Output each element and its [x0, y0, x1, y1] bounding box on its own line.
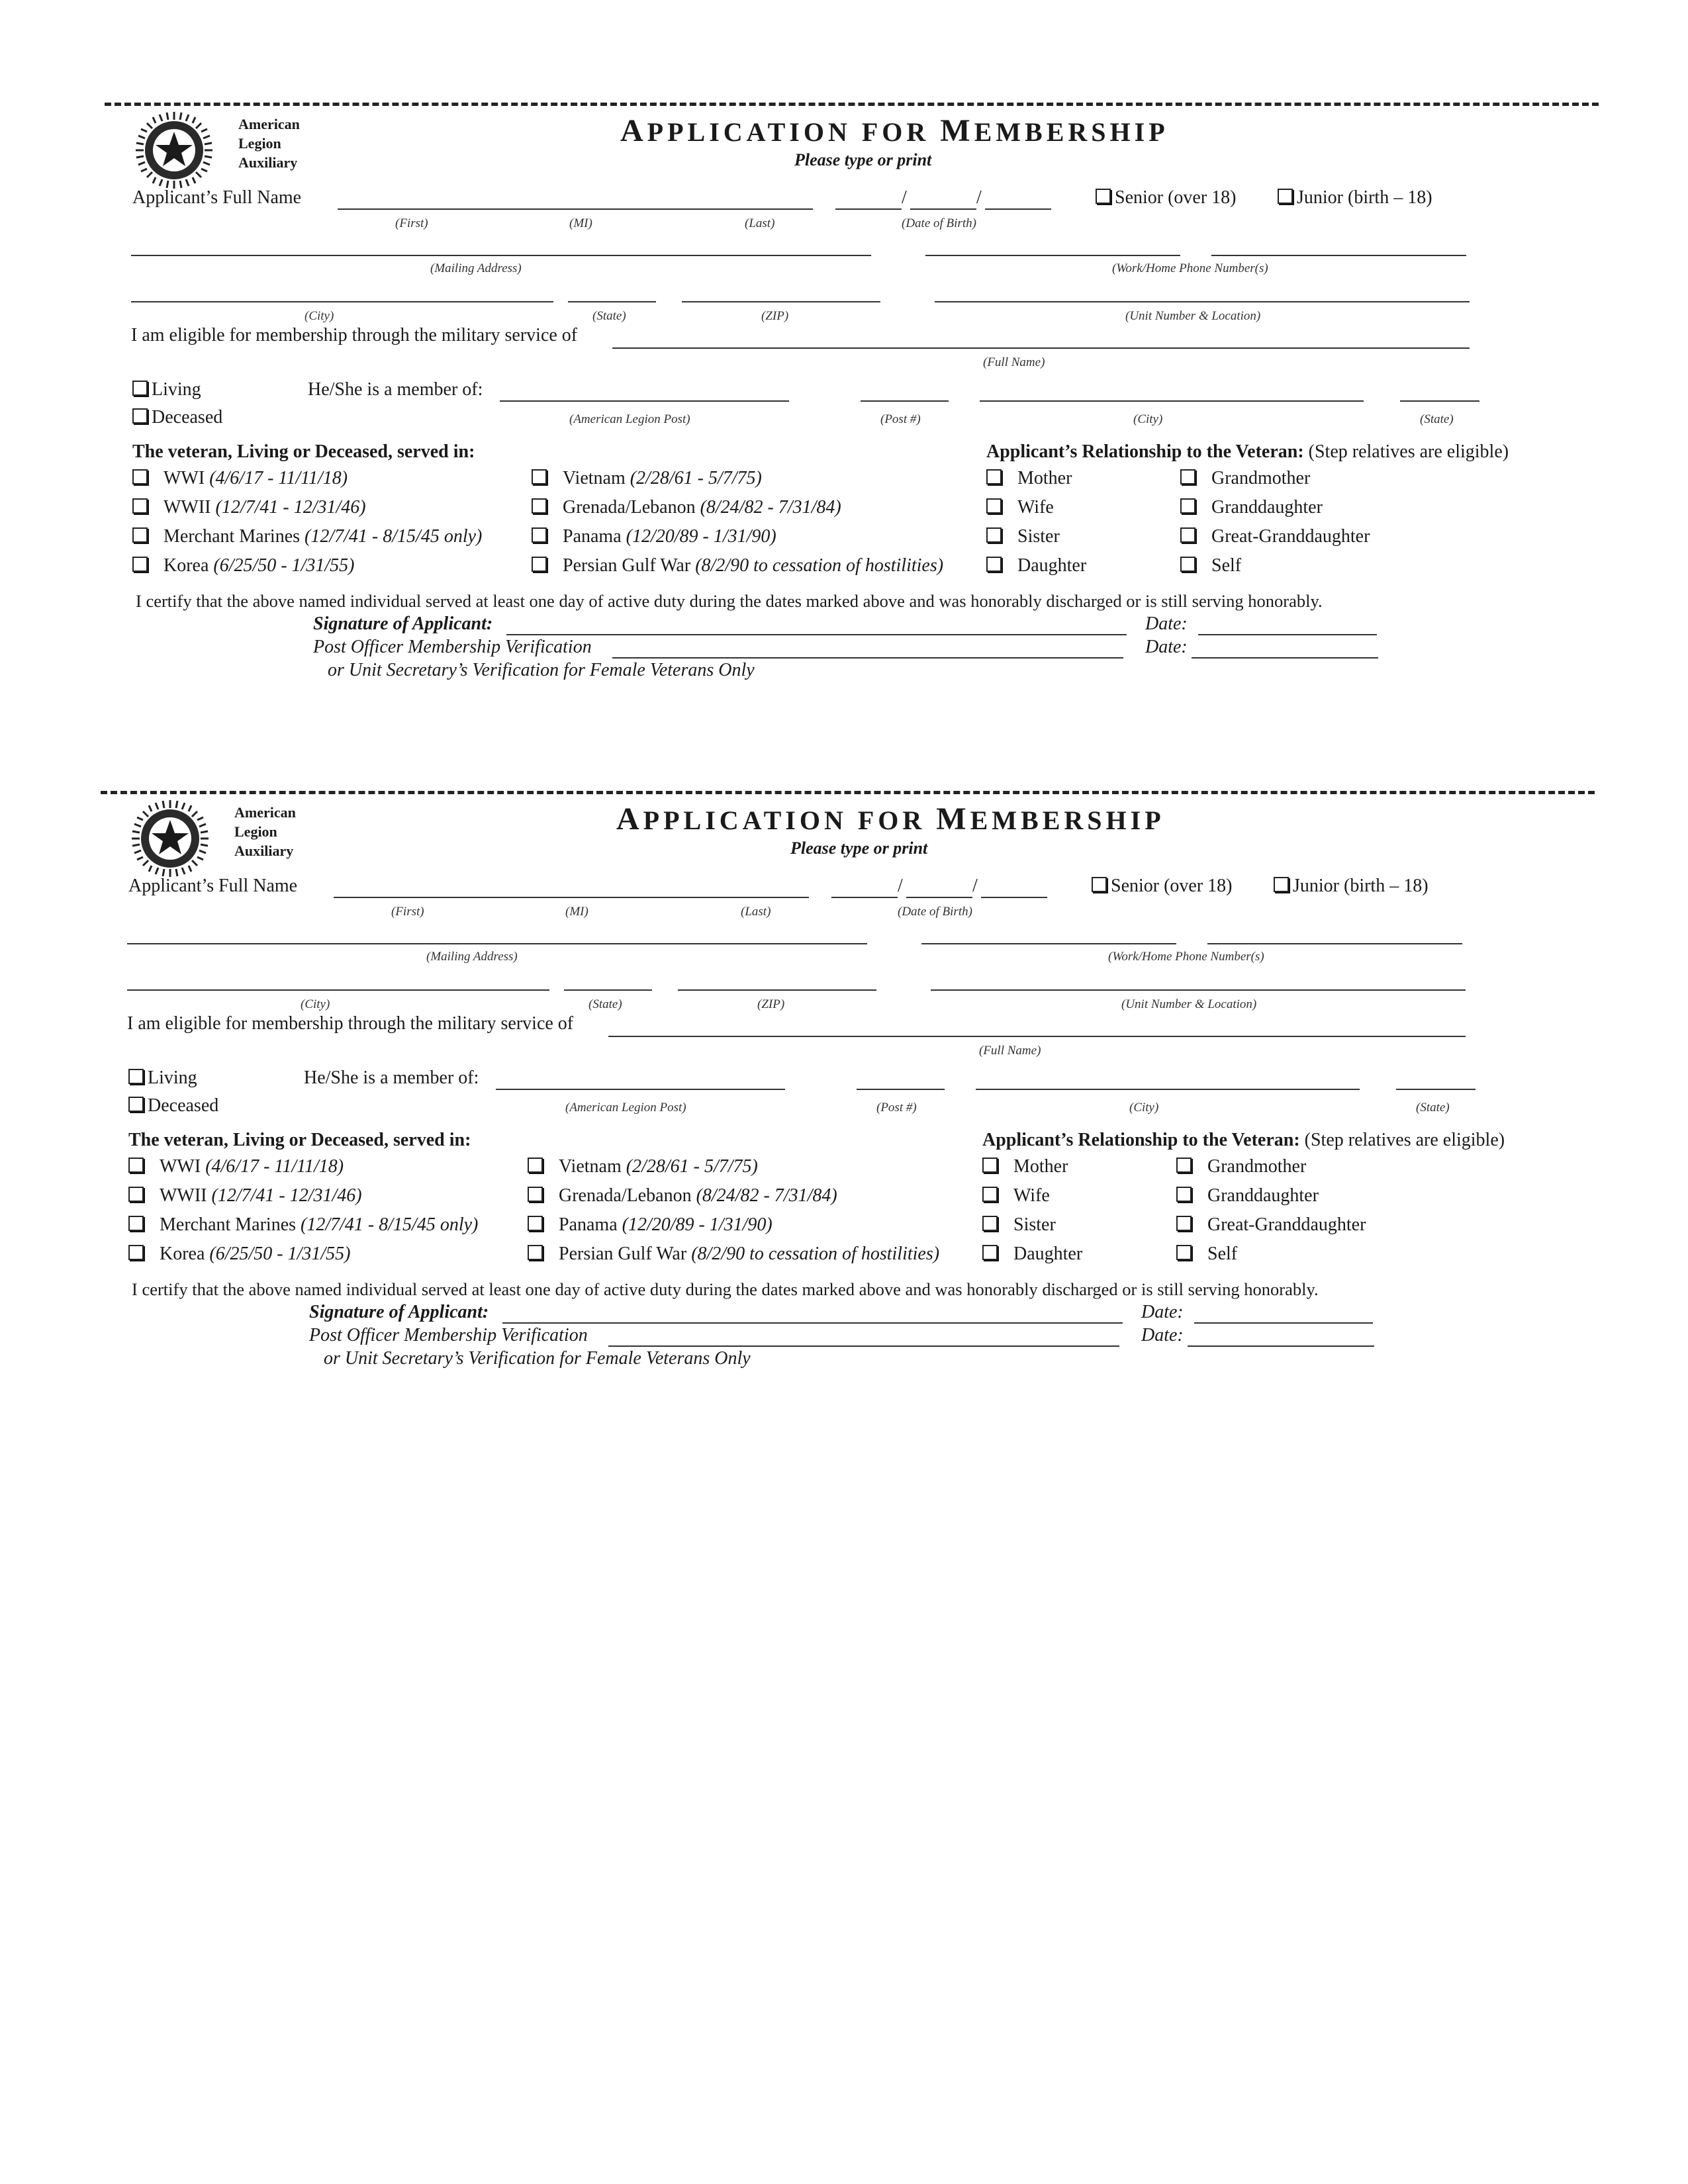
dob-caption: (Date of Birth): [902, 216, 976, 230]
relationship-label: Self: [1211, 555, 1242, 576]
checkbox-label: Junior (birth – 18): [1297, 187, 1432, 208]
veteran-full-name-input[interactable]: [608, 1036, 1466, 1037]
relationship-checkbox[interactable]: [986, 497, 1054, 518]
checkbox-icon[interactable]: [532, 469, 547, 484]
signature-date-input[interactable]: [1194, 1322, 1373, 1324]
city-caption: (City): [305, 309, 334, 323]
cut-line: [101, 791, 1595, 794]
checkbox-icon[interactable]: [986, 498, 1002, 514]
relationship-label: Mother: [1013, 1156, 1068, 1177]
checkbox-icon[interactable]: [128, 1216, 144, 1231]
relationship-checkbox[interactable]: [982, 1214, 1056, 1236]
unit-caption: (Unit Number & Location): [1121, 997, 1257, 1011]
senior-checkbox[interactable]: [1096, 187, 1237, 208]
checkbox-icon[interactable]: [1176, 1158, 1192, 1173]
checkbox-icon[interactable]: [132, 498, 148, 514]
service-name: Korea: [160, 1244, 205, 1264]
service-checkbox[interactable]: [128, 1156, 344, 1177]
state-caption: (State): [592, 309, 626, 323]
legion-post-input[interactable]: [496, 1089, 785, 1090]
service-dates: (12/7/41 - 12/31/46): [215, 497, 366, 518]
org-name-line: American: [234, 804, 296, 821]
service-checkbox[interactable]: [528, 1156, 758, 1177]
service-checkbox[interactable]: [532, 497, 841, 518]
relationship-label: Wife: [1017, 497, 1054, 518]
service-dates: (12/7/41 - 8/15/45 only): [301, 1214, 479, 1235]
service-dates: (6/25/50 - 1/31/55): [213, 555, 355, 576]
checkbox-icon[interactable]: [982, 1158, 998, 1173]
first-name-caption: (First): [391, 905, 424, 919]
relationship-checkbox[interactable]: [1176, 1185, 1319, 1206]
checkbox-icon[interactable]: [128, 1245, 144, 1260]
service-name: Persian Gulf War: [563, 555, 691, 576]
relationship-note: (Step relatives are eligible): [1308, 441, 1509, 462]
unit-secretary-label: or Unit Secretary’s Verification for Female Veterans Only: [324, 1348, 751, 1369]
service-checkbox[interactable]: [132, 526, 482, 547]
relationship-heading-text: Applicant’s Relationship to the Veteran:: [986, 441, 1304, 462]
checkbox-icon[interactable]: [982, 1245, 998, 1260]
legion-post-caption: (American Legion Post): [565, 1101, 686, 1115]
relationship-checkbox[interactable]: [982, 1156, 1068, 1177]
service-name: Panama: [563, 526, 622, 547]
relationship-label: Granddaughter: [1211, 497, 1323, 518]
dob-day-input[interactable]: [910, 208, 976, 210]
post-state-input[interactable]: [1400, 400, 1479, 402]
checkbox-icon[interactable]: [1176, 1245, 1192, 1260]
date-label: Date:: [1141, 1325, 1184, 1345]
home-phone-input[interactable]: [1211, 255, 1466, 256]
title-initial: A: [616, 801, 643, 837]
relationship-label: Grandmother: [1207, 1156, 1307, 1177]
checkbox-label: Senior (over 18): [1115, 187, 1237, 208]
checkbox-icon[interactable]: [528, 1216, 543, 1231]
dob-month-input[interactable]: [835, 208, 902, 210]
mi-caption: (MI): [565, 905, 588, 919]
first-name-caption: (First): [395, 216, 428, 230]
date-label: Date:: [1141, 1302, 1184, 1322]
dob-separator: /: [902, 187, 907, 208]
service-dates: (6/25/50 - 1/31/55): [209, 1244, 351, 1264]
relationship-note: (Step relatives are eligible): [1304, 1130, 1505, 1150]
service-dates: (12/7/41 - 8/15/45 only): [305, 526, 483, 547]
post-city-input[interactable]: [976, 1089, 1360, 1090]
checkbox-icon[interactable]: [132, 408, 148, 424]
relationship-heading: [982, 1130, 1505, 1151]
service-name: Grenada/Lebanon: [559, 1185, 692, 1206]
dob-month-input[interactable]: [831, 897, 898, 898]
checkbox-icon[interactable]: [1176, 1187, 1192, 1202]
checkbox-icon[interactable]: [528, 1245, 543, 1260]
mailing-address-caption: (Mailing Address): [426, 950, 518, 964]
checkbox-label: Junior (birth – 18): [1293, 876, 1429, 896]
service-name: WWII: [164, 497, 211, 518]
checkbox-icon[interactable]: [982, 1187, 998, 1202]
checkbox-icon[interactable]: [1092, 877, 1107, 892]
relationship-checkbox[interactable]: [1176, 1244, 1237, 1265]
full-name-caption: (Full Name): [979, 1044, 1041, 1058]
org-name-line: Legion: [234, 823, 277, 840]
checkbox-icon[interactable]: [128, 1158, 144, 1173]
post-officer-input[interactable]: [608, 1345, 1119, 1347]
post-city-input[interactable]: [980, 400, 1364, 402]
service-checkbox[interactable]: [532, 555, 943, 576]
living-checkbox[interactable]: [132, 379, 201, 400]
post-officer-date-input[interactable]: [1188, 1345, 1374, 1347]
post-number-caption: (Post #): [880, 412, 921, 426]
relationship-label: Great-Granddaughter: [1207, 1214, 1366, 1235]
state-input[interactable]: [568, 301, 656, 302]
org-name: [238, 114, 300, 172]
checkbox-label: Deceased: [152, 407, 223, 428]
member-of-label: He/She is a member of:: [308, 379, 483, 400]
service-checkbox[interactable]: [128, 1214, 478, 1236]
state-caption: (State): [588, 997, 622, 1011]
checkbox-icon[interactable]: [132, 381, 148, 396]
relationship-checkbox[interactable]: [1176, 1214, 1366, 1236]
checkbox-icon[interactable]: [1096, 189, 1111, 204]
relationship-checkbox[interactable]: [1180, 555, 1241, 576]
full-name-label: Applicant’s Full Name: [128, 876, 298, 896]
relationship-label: Grandmother: [1211, 468, 1311, 488]
junior-checkbox[interactable]: [1274, 876, 1429, 897]
checkbox-icon[interactable]: [1278, 189, 1293, 204]
org-name-line: Auxiliary: [238, 154, 298, 171]
service-dates: (12/20/89 - 1/31/90): [626, 526, 776, 547]
service-dates: (8/2/90 to cessation of hostilities): [691, 1244, 940, 1264]
post-number-input[interactable]: [861, 400, 949, 402]
service-checkbox[interactable]: [128, 1185, 362, 1206]
city-caption: (City): [301, 997, 330, 1011]
form-subtitle: Please type or print: [790, 839, 928, 858]
service-name: WWI: [164, 468, 205, 488]
relationship-checkbox[interactable]: [982, 1244, 1082, 1265]
dob-year-input[interactable]: [985, 208, 1051, 210]
dob-caption: (Date of Birth): [898, 905, 972, 919]
checkbox-icon[interactable]: [1180, 557, 1196, 572]
dob-year-input[interactable]: [981, 897, 1047, 898]
relationship-checkbox[interactable]: [1180, 468, 1310, 489]
post-officer-date-input[interactable]: [1192, 657, 1378, 659]
relationship-label: Mother: [1017, 468, 1072, 488]
service-dates: (12/20/89 - 1/31/90): [622, 1214, 773, 1235]
relationship-label: Great-Granddaughter: [1211, 526, 1370, 547]
post-officer-label: Post Officer Membership Verification: [313, 637, 592, 657]
served-heading: The veteran, Living or Deceased, served in:: [128, 1130, 471, 1150]
relationship-checkbox[interactable]: [986, 555, 1086, 576]
checkbox-icon[interactable]: [132, 469, 148, 484]
american-legion-auxiliary-emblem-icon: [134, 111, 214, 190]
relationship-label: Wife: [1013, 1185, 1050, 1206]
checkbox-icon[interactable]: [132, 557, 148, 572]
signature-input[interactable]: [506, 634, 1127, 635]
service-name: Vietnam: [559, 1156, 622, 1177]
checkbox-icon[interactable]: [532, 527, 547, 543]
service-checkbox[interactable]: [528, 1214, 773, 1236]
org-name-line: Auxiliary: [234, 842, 294, 859]
org-name-line: American: [238, 116, 300, 132]
checkbox-icon[interactable]: [1180, 527, 1196, 543]
date-label: Date:: [1145, 637, 1188, 657]
full-name-input[interactable]: [338, 208, 813, 210]
legion-post-input[interactable]: [500, 400, 789, 402]
service-dates: (4/6/17 - 11/11/18): [205, 1156, 344, 1177]
service-checkbox[interactable]: [128, 1244, 351, 1265]
checkbox-icon[interactable]: [128, 1187, 144, 1202]
unit-secretary-label: or Unit Secretary’s Verification for Female Veterans Only: [328, 660, 755, 680]
service-checkbox[interactable]: [528, 1244, 939, 1265]
signature-label: Signature of Applicant:: [309, 1302, 489, 1322]
form-title: [620, 113, 1169, 149]
org-name: [234, 803, 296, 860]
service-name: Merchant Marines: [164, 526, 301, 547]
post-officer-label: Post Officer Membership Verification: [309, 1325, 588, 1345]
title-initial: M: [940, 113, 974, 148]
relationship-label: Sister: [1013, 1214, 1056, 1235]
junior-checkbox[interactable]: [1278, 187, 1432, 208]
service-dates: (8/24/82 - 7/31/84): [700, 497, 841, 518]
post-state-caption: (State): [1420, 412, 1454, 426]
service-dates: (4/6/17 - 11/11/18): [209, 468, 348, 488]
checkbox-label: Living: [148, 1068, 197, 1088]
senior-checkbox[interactable]: [1092, 876, 1233, 897]
zip-input[interactable]: [678, 989, 876, 991]
relationship-checkbox[interactable]: [1176, 1156, 1306, 1177]
service-dates: (8/2/90 to cessation of hostilities): [695, 555, 944, 576]
checkbox-icon[interactable]: [986, 469, 1002, 484]
service-name: Vietnam: [563, 468, 626, 488]
signature-date-input[interactable]: [1198, 634, 1377, 635]
title-text: PPLICATION FOR: [643, 805, 937, 835]
service-checkbox[interactable]: [532, 468, 762, 489]
checkbox-icon[interactable]: [532, 557, 547, 572]
org-name-line: Legion: [238, 135, 281, 152]
service-dates: (2/28/61 - 5/7/75): [626, 1156, 758, 1177]
certify-text: I certify that the above named individual served at least one day of active duty during the dates marked above and was honorably discharged or is still serving honorably.: [132, 1279, 1319, 1299]
service-dates: (12/7/41 - 12/31/46): [211, 1185, 362, 1206]
relationship-checkbox[interactable]: [1180, 526, 1370, 547]
checkbox-icon[interactable]: [528, 1158, 543, 1173]
service-dates: (8/24/82 - 7/31/84): [696, 1185, 837, 1206]
relationship-label: Daughter: [1017, 555, 1087, 576]
phone-caption: (Work/Home Phone Number(s): [1108, 950, 1264, 964]
eligible-text: I am eligible for membership through the military service of: [127, 1013, 574, 1034]
certify-text: I certify that the above named individual served at least one day of active duty during the dates marked above and was honorably discharged or is still serving honorably.: [136, 591, 1323, 611]
form-title: [616, 801, 1165, 837]
city-input[interactable]: [127, 989, 549, 991]
signature-label: Signature of Applicant:: [313, 614, 493, 634]
title-initial: M: [936, 801, 970, 837]
state-input[interactable]: [564, 989, 652, 991]
work-phone-input[interactable]: [925, 255, 1180, 256]
relationship-label: Daughter: [1013, 1244, 1083, 1264]
served-heading: The veteran, Living or Deceased, served in:: [132, 441, 475, 462]
service-checkbox[interactable]: [132, 468, 348, 489]
unit-input[interactable]: [931, 989, 1466, 991]
checkbox-icon[interactable]: [1180, 498, 1196, 514]
veteran-full-name-input[interactable]: [612, 347, 1470, 349]
checkbox-icon[interactable]: [1274, 877, 1289, 892]
service-checkbox[interactable]: [132, 497, 366, 518]
form-subtitle: Please type or print: [794, 150, 932, 169]
home-phone-input[interactable]: [1207, 943, 1462, 944]
relationship-label: Self: [1207, 1244, 1238, 1264]
title-initial: A: [620, 113, 647, 148]
post-state-caption: (State): [1416, 1101, 1450, 1115]
checkbox-label: Living: [152, 379, 201, 400]
checkbox-icon[interactable]: [986, 557, 1002, 572]
post-state-input[interactable]: [1396, 1089, 1476, 1090]
eligible-text: I am eligible for membership through the military service of: [131, 325, 578, 345]
zip-caption: (ZIP): [757, 997, 785, 1011]
dob-separator: /: [898, 876, 903, 896]
full-name-caption: (Full Name): [983, 355, 1045, 369]
relationship-checkbox[interactable]: [986, 526, 1060, 547]
service-name: Korea: [164, 555, 209, 576]
relationship-checkbox[interactable]: [986, 468, 1072, 489]
checkbox-icon[interactable]: [532, 498, 547, 514]
checkbox-icon[interactable]: [528, 1187, 543, 1202]
post-city-caption: (City): [1129, 1101, 1159, 1115]
service-checkbox[interactable]: [528, 1185, 837, 1206]
service-checkbox[interactable]: [132, 555, 355, 576]
relationship-label: Granddaughter: [1207, 1185, 1319, 1206]
relationship-label: Sister: [1017, 526, 1060, 547]
title-text: EMBERSHIP: [970, 805, 1165, 835]
mailing-address-input[interactable]: [131, 255, 871, 256]
checkbox-label: Senior (over 18): [1111, 876, 1233, 896]
cut-line: [105, 103, 1599, 106]
deceased-checkbox[interactable]: [132, 407, 222, 428]
unit-caption: (Unit Number & Location): [1125, 309, 1261, 323]
checkbox-icon[interactable]: [132, 527, 148, 543]
checkbox-icon[interactable]: [128, 1069, 144, 1084]
relationship-checkbox[interactable]: [1180, 497, 1323, 518]
checkbox-label: Deceased: [148, 1095, 219, 1116]
service-name: Persian Gulf War: [559, 1244, 687, 1264]
post-number-input[interactable]: [857, 1089, 945, 1090]
living-checkbox[interactable]: [128, 1068, 197, 1089]
date-label: Date:: [1145, 614, 1188, 634]
service-name: WWI: [160, 1156, 201, 1177]
post-officer-input[interactable]: [612, 657, 1123, 659]
checkbox-icon[interactable]: [1180, 469, 1196, 484]
dob-separator: /: [976, 187, 982, 208]
zip-caption: (ZIP): [761, 309, 789, 323]
full-name-input[interactable]: [334, 897, 809, 898]
legion-post-caption: (American Legion Post): [569, 412, 690, 426]
post-number-caption: (Post #): [876, 1101, 917, 1115]
service-name: Panama: [559, 1214, 618, 1235]
full-name-label: Applicant’s Full Name: [132, 187, 302, 208]
deceased-checkbox[interactable]: [128, 1095, 218, 1116]
checkbox-icon[interactable]: [986, 527, 1002, 543]
service-name: WWII: [160, 1185, 207, 1206]
checkbox-icon[interactable]: [128, 1097, 144, 1112]
dob-separator: /: [972, 876, 978, 896]
checkbox-icon[interactable]: [1176, 1216, 1192, 1231]
work-phone-input[interactable]: [921, 943, 1176, 944]
signature-input[interactable]: [502, 1322, 1123, 1324]
membership-application-form: [0, 103, 1688, 764]
relationship-heading-text: Applicant’s Relationship to the Veteran:: [982, 1130, 1300, 1150]
dob-day-input[interactable]: [906, 897, 972, 898]
mi-caption: (MI): [569, 216, 592, 230]
mailing-address-input[interactable]: [127, 943, 867, 944]
post-city-caption: (City): [1133, 412, 1163, 426]
relationship-heading: [986, 441, 1509, 463]
mailing-address-caption: (Mailing Address): [430, 261, 522, 275]
title-text: PPLICATION FOR: [647, 117, 941, 147]
service-name: Grenada/Lebanon: [563, 497, 696, 518]
phone-caption: (Work/Home Phone Number(s): [1112, 261, 1268, 275]
last-name-caption: (Last): [745, 216, 775, 230]
title-text: EMBERSHIP: [974, 117, 1169, 147]
member-of-label: He/She is a member of:: [304, 1068, 479, 1088]
relationship-checkbox[interactable]: [982, 1185, 1050, 1206]
checkbox-icon[interactable]: [982, 1216, 998, 1231]
last-name-caption: (Last): [741, 905, 771, 919]
zip-input[interactable]: [682, 301, 880, 302]
unit-input[interactable]: [935, 301, 1470, 302]
service-checkbox[interactable]: [532, 526, 776, 547]
membership-application-form: [0, 791, 1684, 1453]
service-dates: (2/28/61 - 5/7/75): [630, 468, 762, 488]
city-input[interactable]: [131, 301, 553, 302]
american-legion-auxiliary-emblem-icon: [130, 799, 210, 878]
service-name: Merchant Marines: [160, 1214, 297, 1235]
